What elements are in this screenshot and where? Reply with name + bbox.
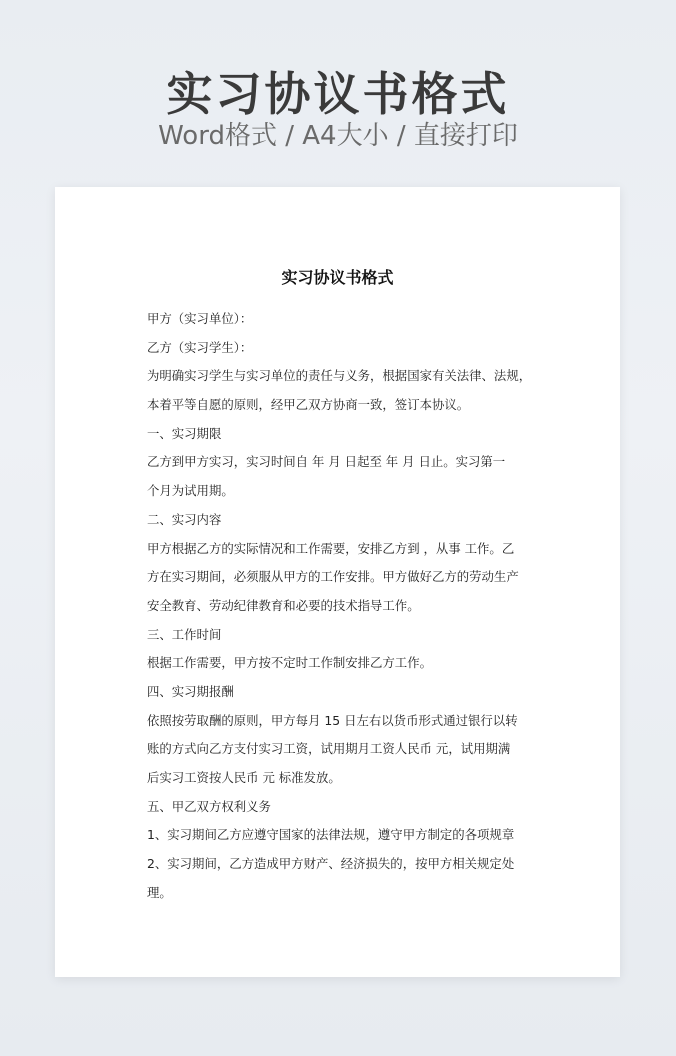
paragraph-line: 本着平等自愿的原则，经甲乙双方协商一致，签订本协议。 [147, 397, 470, 413]
paragraph-line: 乙方到甲方实习，实习时间自 年 月 日起至 年 月 日止。实习第一 [147, 454, 506, 470]
paragraph-line: 后实习工资按人民币 元 标准发放。 [147, 770, 341, 785]
paragraph-line: 甲方根据乙方的实际情况和工作需要，安排乙方到 ，从事 工作。乙 [147, 540, 515, 556]
party-b-line: 乙方（实习学生）： [147, 339, 253, 355]
section-heading: 五、甲乙双方权利义务 [147, 798, 271, 814]
paragraph-line: 个月为试用期。 [147, 483, 234, 499]
paragraph-line: 1、实习期间乙方应遵守国家的法律法规，遵守甲方制定的各项规章 [147, 827, 515, 843]
paragraph-line: 方在实习期间，必须服从甲方的工作安排。甲方做好乙方的劳动生产 [147, 569, 519, 585]
section-heading: 一、实习期限 [147, 425, 222, 441]
paragraph-line: 理。 [147, 884, 172, 900]
paragraph-line: 2、实习期间，乙方造成甲方财产、经济损失的，按甲方相关规定处 [147, 856, 515, 872]
section-heading: 二、实习内容 [147, 511, 222, 527]
document-page [55, 187, 620, 977]
document-title: 实习协议书格式 [281, 268, 394, 287]
paragraph-line: 根据工作需要，甲方按不定时工作制安排乙方工作。 [147, 655, 432, 671]
paragraph-line: 为明确实习学生与实习单位的责任与义务，根据国家有关法律、法规， [147, 368, 532, 384]
banner-title: 实习协议书格式 [166, 67, 510, 121]
party-a-line: 甲方（实习单位）： [147, 311, 253, 326]
paragraph-line: 安全教育、劳动纪律教育和必要的技术指导工作。 [147, 597, 420, 613]
paragraph-line: 依照按劳取酬的原则，甲方每月 15 日左右以货币形式通过银行以转 [147, 712, 518, 728]
paragraph-line: 账的方式向乙方支付实习工资，试用期月工资人民币 元，试用期满 [147, 741, 511, 757]
document-body [147, 305, 531, 907]
section-heading: 三、工作时间 [147, 626, 222, 642]
section-heading: 四、实习期报酬 [147, 683, 234, 699]
banner-subtitle: Word格式 / A4大小 / 直接打印 [158, 121, 518, 151]
